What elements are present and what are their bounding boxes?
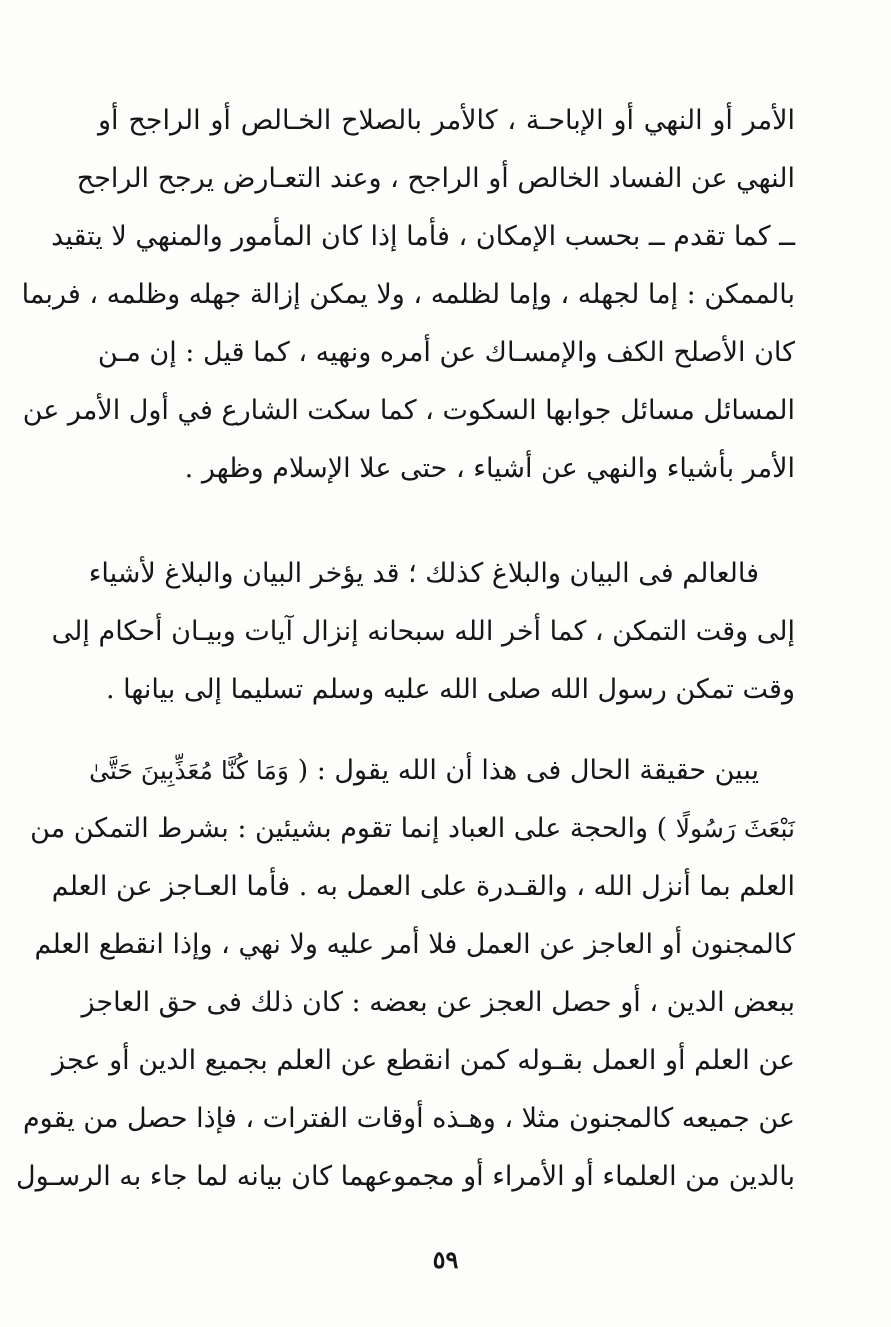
text-line: الأمر أو النهي أو الإباحـة ، كالأمر بالصلاح الخـالص أو الراجح أو bbox=[98, 105, 795, 136]
quran-verse-part-1: وَمَا كُنَّا مُعَذِّبِينَ حَتَّىٰ bbox=[89, 756, 289, 785]
text-line: كان الأصلح الكف والإمسـاك عن أمره ونهيه ، كما قيل : إن مـن bbox=[97, 337, 795, 368]
quran-verse-part-2: نَبْعَثَ رَسُولًا bbox=[675, 814, 795, 843]
text-line: وقت تمكن رسول الله صلى الله عليه وسلم تسليما إلى بيانها . bbox=[106, 674, 795, 705]
text-line: العلم بما أنزل الله ، والقـدرة على العمل به . فأما العـاجز عن العلم bbox=[51, 871, 795, 902]
paragraph-3 bbox=[16, 742, 795, 1206]
text-line: عن العلم أو العمل بقـوله كمن انقطع عن العلم بجميع الدين أو عجز bbox=[52, 1045, 795, 1076]
text-line-rest: ) والحجة على العباد إنما تقوم بشيئين : بشرط التمكن من bbox=[30, 813, 668, 844]
paragraph-2 bbox=[51, 545, 795, 719]
text-line: النهي عن الفساد الخالص أو الراجح ، وعند التعـارض يرجح الراجح bbox=[76, 163, 795, 194]
text-line: المسائل مسائل جوابها السكوت ، كما سكت الشارع في أول الأمر عن bbox=[22, 395, 795, 426]
text-line bbox=[30, 800, 795, 858]
paragraph-1 bbox=[21, 92, 795, 498]
text-line: الأمر بأشياء والنهي عن أشياء ، حتى علا الإسلام وظهر . bbox=[184, 453, 795, 484]
text-line: عن جميعه كالمجنون مثلا ، وهـذه أوقات الفترات ، فإذا حصل من يقوم bbox=[22, 1103, 795, 1134]
text-line: بالممكن : إما لجهله ، وإما لظلمه ، ولا يمكن إزالة جهله وظلمه ، فربما bbox=[21, 279, 795, 310]
text-line: فالعالم فى البيان والبلاغ كذلك ؛ قد يؤخر البيان والبلاغ لأشياء bbox=[88, 558, 759, 589]
text-line-indented bbox=[88, 545, 795, 603]
text-line: بالدين من العلماء أو الأمراء أو مجموعهما كان بيانه لما جاء به الرسـول bbox=[16, 1161, 795, 1192]
text-line: إلى وقت التمكن ، كما أخر الله سبحانه إنزال آيات وبيـان أحكام إلى bbox=[51, 616, 795, 647]
text-line-start: يبين حقيقة الحال فى هذا أن الله يقول : ( bbox=[297, 755, 759, 786]
text-line: ببعض الدين ، أو حصل العجز عن بعضه : كان ذلك فى حق العاجز bbox=[81, 987, 795, 1018]
text-line-indented bbox=[89, 742, 795, 800]
text-line: ــ كما تقدم ــ بحسب الإمكان ، فأما إذا كان المأمور والمنهي لا يتقيد bbox=[51, 221, 795, 252]
text-line: كالمجنون أو العاجز عن العمل فلا أمر عليه ولا نهي ، وإذا انقطع العلم bbox=[34, 929, 795, 960]
page-number: ٥٩ bbox=[432, 1245, 459, 1274]
